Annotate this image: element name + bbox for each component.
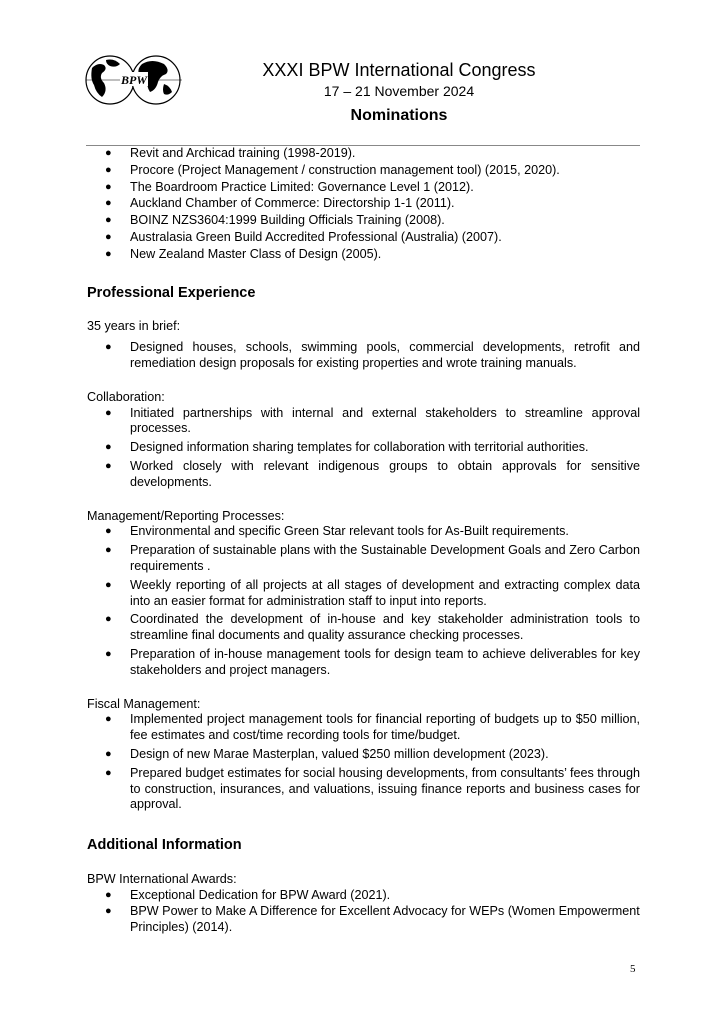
section-heading-professional-experience: Professional Experience — [87, 284, 256, 301]
management-label: Management/Reporting Processes: — [87, 508, 285, 523]
list-item: ● Procore (Project Management / construction management tool) (2015, 2020). — [105, 162, 560, 177]
list-item: ● Initiated partnerships with internal and external stakeholders to streamline approval processes. — [105, 405, 640, 436]
list-item: ● Environmental and specific Green Star relevant tools for As-Built requirements. — [105, 524, 569, 539]
training-list — [87, 146, 640, 263]
list-item: ● Prepared budget estimates for social housing developments, from consultants’ fees through to construction, insurances, and valuations, issuing finance reports and business cases for approval. — [105, 765, 640, 812]
bullet-icon: ● — [105, 406, 112, 419]
list-item: ● Australasia Green Build Accredited Professional (Australia) (2007). — [105, 229, 502, 244]
list-item: ● New Zealand Master Class of Design (2005). — [105, 246, 382, 261]
list-item: ● Design of new Marae Masterplan, valued $250 million development (2023). — [105, 746, 549, 761]
list-item: ● Designed houses, schools, swimming pools, commercial developments, retrofit and remediation design proposals for existing properties and wrote training manuals. — [105, 340, 640, 370]
awards-list — [87, 888, 640, 936]
bullet-icon: ● — [105, 247, 112, 260]
bullet-icon: ● — [105, 613, 112, 626]
list-item: ● The Boardroom Practice Limited: Governance Level 1 (2012). — [105, 179, 474, 194]
brief-list — [87, 340, 640, 372]
bullet-icon: ● — [105, 214, 112, 227]
document-body — [87, 146, 640, 937]
list-item: ● Worked closely with relevant indigenous groups to obtain approvals for sensitive developments. — [105, 458, 640, 489]
logo-text: BPW — [120, 73, 148, 87]
bullet-icon: ● — [105, 180, 112, 193]
list-item: ● Designed information sharing templates for collaboration with territorial authorities. — [105, 440, 589, 455]
bullet-icon: ● — [105, 747, 112, 760]
bullet-icon: ● — [105, 766, 112, 779]
list-item: ● Weekly reporting of all projects at all stages of development and extracting complex data into an easier format for administration staff to input into reports. — [105, 577, 640, 608]
list-item: ● Coordinated the development of in-house and key stakeholder administration tools to streamline final documents and quality assurance checking processes. — [105, 612, 640, 643]
bullet-icon: ● — [105, 197, 112, 210]
list-item: ● Implemented project management tools for financial reporting of budgets up to $50 million, fee estimates and cost/time recording tools for time/budget. — [105, 712, 640, 743]
awards-label: BPW International Awards: — [87, 871, 237, 886]
bullet-icon: ● — [105, 888, 112, 901]
bullet-icon: ● — [105, 163, 112, 176]
list-item: ● Preparation of sustainable plans with the Sustainable Development Goals and Zero Carbon requirements . — [105, 543, 640, 573]
bullet-icon: ● — [105, 341, 112, 354]
list-item: ● Preparation of in-house management tools for design team to achieve deliverables for key stakeholders and project managers. — [105, 646, 640, 677]
bullet-icon: ● — [105, 441, 112, 454]
list-item: ● BPW Power to Make A Difference for Excellent Advocacy for WEPs (Women Empowerment Principles) (2014). — [105, 904, 640, 935]
section-heading-additional-information: Additional Information — [87, 837, 242, 854]
list-item: ● Exceptional Dedication for BPW Award (2021). — [105, 887, 391, 902]
brief-label: 35 years in brief: — [87, 319, 181, 334]
bullet-icon: ● — [105, 578, 112, 591]
management-list — [87, 524, 640, 678]
congress-dates: 17 – 21 November 2024 — [323, 83, 475, 99]
congress-title: XXXI BPW International Congress — [262, 60, 536, 80]
bullet-icon: ● — [105, 230, 112, 243]
page-number: 5 — [630, 963, 636, 975]
bullet-icon: ● — [105, 525, 112, 538]
page-subtitle: Nominations — [350, 107, 448, 124]
bullet-icon: ● — [105, 905, 112, 918]
bullet-icon: ● — [105, 713, 112, 726]
bullet-icon: ● — [105, 459, 112, 472]
fiscal-list — [87, 712, 640, 813]
fiscal-label: Fiscal Management: — [87, 696, 201, 711]
bullet-icon: ● — [105, 147, 112, 159]
collaboration-list — [87, 406, 640, 491]
list-item: ● Auckland Chamber of Commerce: Directorship 1-1 (2011). — [105, 196, 455, 211]
bullet-icon: ● — [105, 647, 112, 660]
list-item: ● Revit and Archicad training (1998-2019). — [105, 146, 356, 160]
list-item: ● BOINZ NZS3604:1999 Building Officials Training (2008). — [105, 213, 445, 228]
collaboration-label: Collaboration: — [87, 389, 165, 404]
bullet-icon: ● — [105, 544, 112, 557]
